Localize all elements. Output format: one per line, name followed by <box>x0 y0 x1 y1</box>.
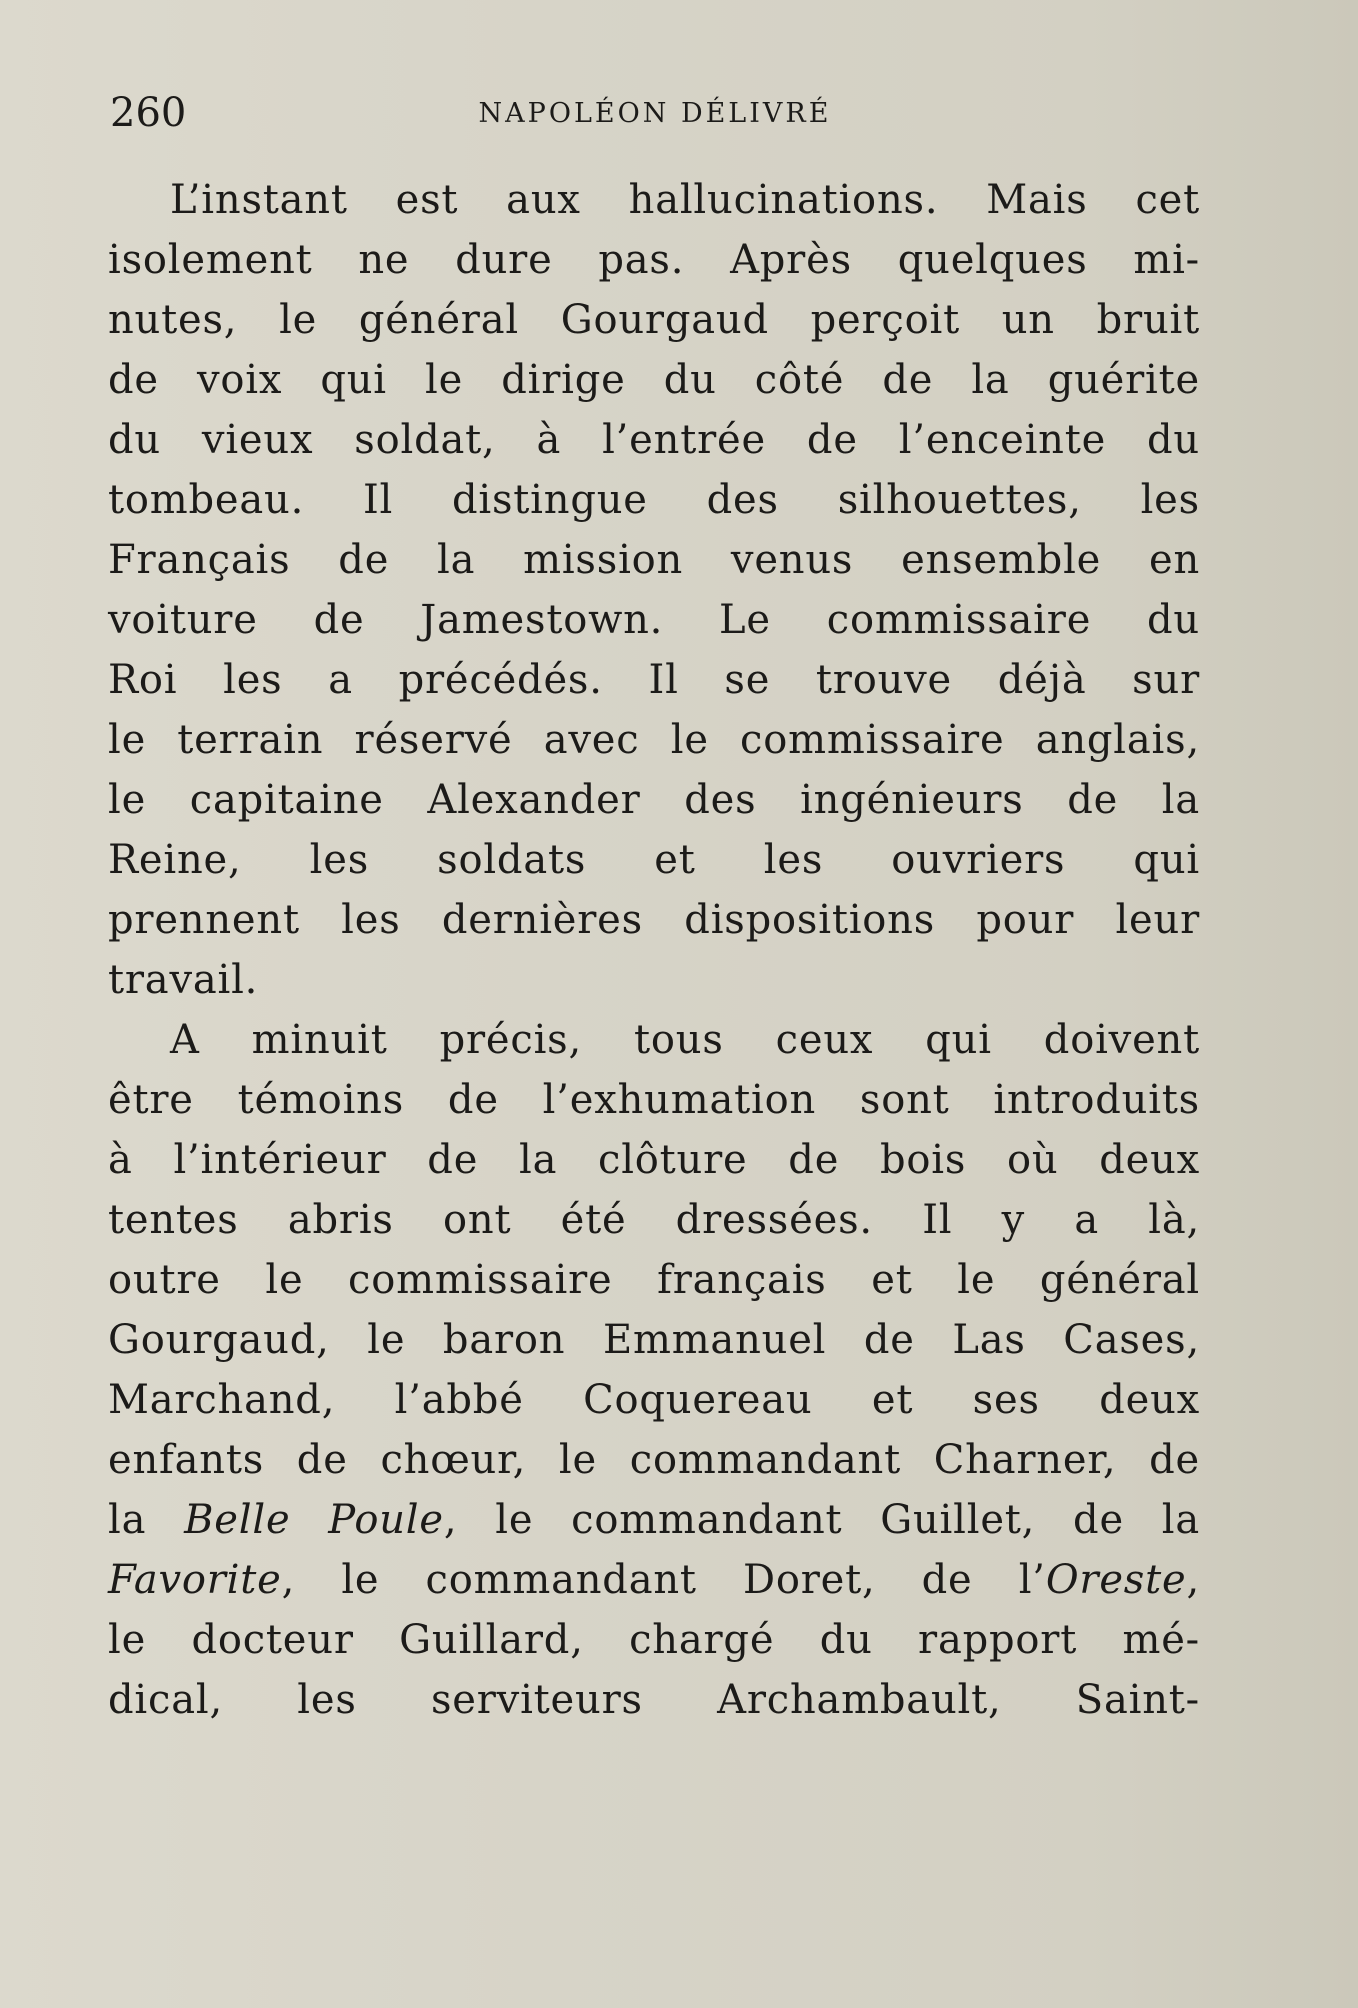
paragraph-2 <box>108 1010 1200 1730</box>
page-number: 260 <box>110 90 187 136</box>
text-line: dical, les serviteurs Archambault, Saint- <box>108 1677 1200 1723</box>
ship-name-italic: Belle Poule <box>184 1497 444 1543</box>
ship-name-italic: Favorite <box>108 1557 282 1603</box>
text-line: voiture de Jamestown. Le commissaire du <box>108 597 1200 643</box>
paragraph-1 <box>108 170 1200 1010</box>
text-line: tentes abris ont été dressées. Il y a là, <box>108 1197 1200 1243</box>
text-line: Roi les a précédés. Il se trouve déjà sur <box>108 657 1200 703</box>
text-line: isolement ne dure pas. Après quelques mi- <box>108 237 1200 283</box>
text-line: A minuit précis, tous ceux qui doivent <box>170 1017 1200 1063</box>
text-line: L’instant est aux hallucinations. Mais cet <box>170 177 1200 223</box>
text-line: à l’intérieur de la clôture de bois où deux <box>108 1137 1200 1183</box>
page-header <box>110 88 1200 138</box>
text-line: le capitaine Alexander des ingénieurs de la <box>108 777 1200 823</box>
text-line: du vieux soldat, à l’entrée de l’enceinte du <box>108 417 1200 463</box>
text-fragment: , <box>1186 1557 1200 1603</box>
ship-name-italic: Oreste <box>1045 1557 1187 1603</box>
text-fragment: , le commandant Guillet, de la <box>443 1497 1200 1543</box>
text-line: enfants de chœur, le commandant Charner, de <box>108 1437 1200 1483</box>
running-title: NAPOLÉON DÉLIVRÉ <box>478 98 832 129</box>
text-line: de voix qui le dirige du côté de la guérite <box>108 357 1200 403</box>
text-line: nutes, le général Gourgaud perçoit un bruit <box>108 297 1200 343</box>
text-line: outre le commissaire français et le général <box>108 1257 1200 1303</box>
text-line: travail. <box>108 957 259 1003</box>
text-line: tombeau. Il distingue des silhouettes, les <box>108 477 1200 523</box>
text-fragment: , le commandant Doret, de l’ <box>281 1557 1046 1603</box>
text-line: être témoins de l’exhumation sont introduits <box>108 1077 1200 1123</box>
text-line: Marchand, l’abbé Coquereau et ses deux <box>108 1377 1200 1423</box>
text-line: Gourgaud, le baron Emmanuel de Las Cases, <box>108 1317 1200 1363</box>
text-line: le docteur Guillard, chargé du rapport mé- <box>108 1617 1200 1663</box>
text-line <box>108 1550 1200 1610</box>
text-line <box>108 1490 1200 1550</box>
text-line: le terrain réservé avec le commissaire anglais, <box>108 717 1200 763</box>
text-fragment: la <box>108 1497 185 1543</box>
text-line: Français de la mission venus ensemble en <box>108 537 1200 583</box>
body-text <box>108 170 1200 1730</box>
text-line: Reine, les soldats et les ouvriers qui <box>108 837 1200 883</box>
text-line: prennent les dernières dispositions pour leur <box>108 897 1200 943</box>
